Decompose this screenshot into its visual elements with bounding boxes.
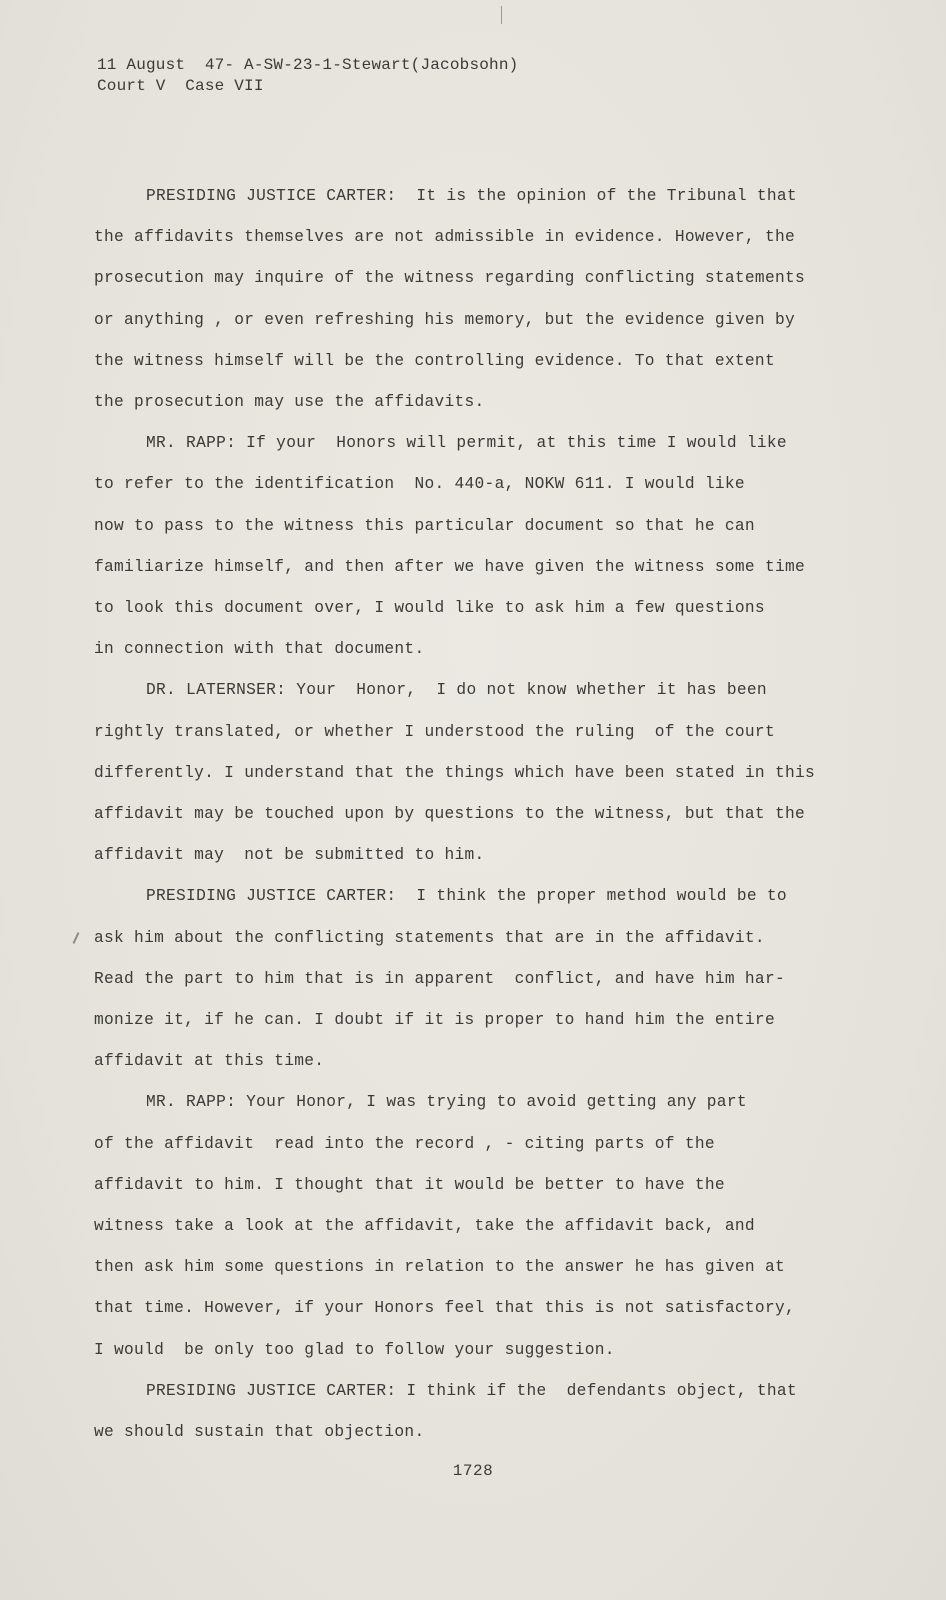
paragraph-line: monize it, if he can. I doubt if it is proper to hand him the entire bbox=[94, 1011, 775, 1030]
header-date-reference: 11 August 47- A-SW-23-1-Stewart(Jacobsohn) bbox=[97, 56, 519, 74]
paragraph-line: that time. However, if your Honors feel that this is not satisfactory, bbox=[94, 1299, 795, 1318]
paragraph-line: of the affidavit read into the record , - citing parts of the bbox=[94, 1134, 715, 1153]
paragraph-line: we should sustain that objection. bbox=[94, 1423, 425, 1442]
document-header bbox=[97, 55, 518, 97]
paragraph-3 bbox=[94, 670, 834, 876]
paragraph-line: rightly translated, or whether I understood the ruling of the court bbox=[94, 722, 775, 741]
paragraph-line: in connection with that document. bbox=[94, 640, 425, 659]
paragraph-line: PRESIDING JUSTICE CARTER: I think the proper method would be to bbox=[146, 887, 787, 906]
paragraph-line: then ask him some questions in relation to the answer he has given at bbox=[94, 1258, 785, 1277]
paragraph-line: the prosecution may use the affidavits. bbox=[94, 393, 485, 412]
paragraph-line: familiarize himself, and then after we have given the witness some time bbox=[94, 557, 805, 576]
paragraph-line: affidavit at this time. bbox=[94, 1052, 325, 1071]
paragraph-line: affidavit may be touched upon by questions to the witness, but that the bbox=[94, 805, 805, 824]
paragraph-line: to refer to the identification No. 440-a, NOKW 611. I would like bbox=[94, 475, 745, 494]
paragraph-line: prosecution may inquire of the witness regarding conflicting statements bbox=[94, 269, 805, 288]
paragraph-line: MR. RAPP: If your Honors will permit, at this time I would like bbox=[146, 434, 787, 453]
page-number: 1728 bbox=[452, 1462, 494, 1480]
paragraph-line: differently. I understand that the things which have been stated in this bbox=[94, 763, 816, 782]
paragraph-line: now to pass to the witness this particular document so that he can bbox=[94, 516, 755, 535]
paragraph-line: I would be only too glad to follow your suggestion. bbox=[94, 1340, 615, 1359]
paragraph-line: DR. LATERNSER: Your Honor, I do not know whether it has been bbox=[146, 681, 767, 700]
paragraph-6 bbox=[94, 1371, 834, 1453]
paragraph-line: to look this document over, I would like to ask him a few questions bbox=[94, 599, 765, 618]
transcript-body bbox=[94, 176, 834, 1453]
paragraph-line: PRESIDING JUSTICE CARTER: It is the opinion of the Tribunal that bbox=[146, 187, 797, 205]
paragraph-line: witness take a look at the affidavit, take the affidavit back, and bbox=[94, 1217, 755, 1236]
paragraph-line: ask him about the conflicting statements that are in the affidavit. bbox=[94, 928, 765, 947]
top-edge-mark bbox=[501, 6, 502, 24]
margin-mark bbox=[73, 932, 80, 944]
paragraph-1 bbox=[94, 176, 834, 423]
paragraph-line: the witness himself will be the controlling evidence. To that extent bbox=[94, 351, 775, 370]
paragraph-line: Read the part to him that is in apparent conflict, and have him har- bbox=[94, 969, 785, 988]
paragraph-4 bbox=[94, 876, 834, 1082]
header-court-case: Court V Case VII bbox=[97, 77, 264, 95]
paragraph-2 bbox=[94, 423, 834, 670]
paragraph-line: affidavit to him. I thought that it would be better to have the bbox=[94, 1175, 725, 1194]
paragraph-line: PRESIDING JUSTICE CARTER: I think if the defendants object, that bbox=[146, 1381, 797, 1400]
paragraph-line: or anything , or even refreshing his memory, but the evidence given by bbox=[94, 310, 795, 329]
paragraph-line: affidavit may not be submitted to him. bbox=[94, 846, 485, 865]
paragraph-line: the affidavits themselves are not admissible in evidence. However, the bbox=[94, 228, 795, 247]
paragraph-5 bbox=[94, 1082, 834, 1370]
paragraph-line: MR. RAPP: Your Honor, I was trying to avoid getting any part bbox=[146, 1093, 747, 1112]
